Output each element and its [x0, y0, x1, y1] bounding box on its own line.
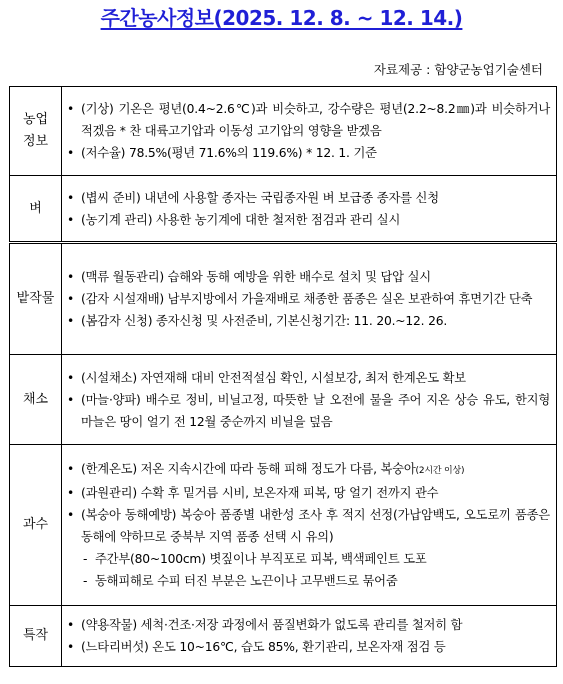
table-row — [10, 445, 557, 606]
list-item: • (한계온도) 저온 지속시간에 따라 동해 피해 정도가 다름, 복숭아(2시간 이상) — [67, 462, 465, 476]
category-cell — [10, 243, 62, 355]
item-text: (시설채소) 자연재해 대비 안전적설심 확인, 시설보강, 최저 한계온도 확보 — [81, 370, 466, 385]
item-text: (저수율) 78.5%(평년 71.6%의 119.6%) * 12. 1. 기준 — [81, 146, 377, 160]
content-cell — [62, 355, 557, 445]
list-item: • (마늘·양파) 배수로 정비, 비닐고정, 따뜻한 날 오전에 물을 주어 지온 상승 유도, 한지형 마늘은 땅이 얼기 전 12월 중순까지 비닐을 덮음 — [67, 392, 550, 429]
content-cell — [62, 243, 557, 355]
category-cell — [10, 87, 62, 176]
category-label: 채소 — [22, 391, 49, 407]
table-row — [10, 176, 557, 243]
category-cell — [10, 355, 62, 445]
content-cell — [62, 606, 557, 667]
table-row — [10, 87, 557, 176]
table-row — [10, 606, 557, 667]
category-label: 벼 — [29, 200, 42, 216]
item-text: (과원관리) 수확 후 밑거름 시비, 보온자재 피복, 땅 얼기 전까지 관수 — [81, 486, 439, 500]
list-item: • (봄감자 신청) 종자신청 및 사전준비, 기본신청기간: 11. 20.~12. 26. — [67, 314, 448, 328]
category-cell — [10, 445, 62, 606]
item-text: (느타리버섯) 온도 10~16℃, 습도 85%, 환기관리, 보온자재 점검 등 — [81, 640, 446, 654]
item-text: (맥류 월동관리) 습해와 동해 예방을 위한 배수로 설치 및 답압 실시 — [81, 270, 431, 284]
item-text: (약용작물) 세척·건조·저장 과정에서 품질변화가 없도록 관리를 철저히 함 — [81, 618, 463, 632]
list-item: • (느타리버섯) 온도 10~16℃, 습도 85%, 환기관리, 보온자재 점검 등 — [67, 640, 446, 654]
category-label: 과수 — [22, 517, 49, 532]
farm-info-table — [9, 86, 557, 667]
item-text: (볍씨 준비) 내년에 사용할 종자는 국립종자원 벼 보급종 종자를 신청 — [81, 190, 439, 205]
item-text: (봄감자 신청) 종자신청 및 사전준비, 기본신청기간: 11. 20.~12. 26. — [81, 314, 448, 328]
item-text: (마늘·양파) 배수로 정비, 비닐고정, 따뜻한 날 오전에 물을 주어 지온 상승 유도, 한지형 마늘은 땅이 얼기 전 12월 중순까지 비닐을 덮음 — [81, 392, 550, 429]
category-label: 특작 — [22, 628, 49, 643]
content-cell — [62, 87, 557, 176]
item-text: (감자 시설재배) 남부지방에서 가을재배로 채종한 품종은 실온 보관하여 휴면기간 단축 — [81, 292, 533, 306]
table-row — [10, 243, 557, 355]
list-item: • (저수율) 78.5%(평년 71.6%의 119.6%) * 12. 1. 기준 — [67, 146, 377, 160]
category-cell — [10, 606, 62, 667]
item-text: (복숭아 동해예방) 복숭아 품종별 내한성 조사 후 적지 선정(가납암백도, 오도로끼 품종은 동해에 약하므로 중북부 지역 품종 선택 시 유의) — [81, 508, 550, 544]
list-item: • (복숭아 동해예방) 복숭아 품종별 내한성 조사 후 적지 선정(가납암백도, 오도로끼 품종은 동해에 약하므로 중북부 지역 품종 선택 시 유의) — [67, 508, 550, 544]
sub-list-item: - 주간부(80~100cm) 볏짚이나 부직포로 피복, 백색페인트 도포 — [83, 552, 427, 566]
content-cell — [62, 445, 557, 606]
content-cell — [62, 176, 557, 243]
category-cell — [10, 176, 62, 243]
sub-item-text: 주간부(80~100cm) 볏짚이나 부직포로 피복, 백색페인트 도포 — [95, 552, 427, 566]
list-item: • (맥류 월동관리) 습해와 동해 예방을 위한 배수로 설치 및 답압 실시 — [67, 270, 431, 284]
item-text: (한계온도) 저온 지속시간에 따라 동해 피해 정도가 다름, 복숭아 — [81, 462, 416, 476]
list-item: • (감자 시설재배) 남부지방에서 가을재배로 채종한 품종은 실온 보관하여 휴면기간 단축 — [67, 292, 533, 306]
list-item: • (볍씨 준비) 내년에 사용할 종자는 국립종자원 벼 보급종 종자를 신청 — [67, 190, 439, 205]
item-note: (2시간 이상) — [415, 466, 465, 476]
list-item: • (시설채소) 자연재해 대비 안전적설심 확인, 시설보강, 최저 한계온도 확보 — [67, 370, 466, 385]
item-text: (농기계 관리) 사용한 농기계에 대한 철저한 점검과 관리 실시 — [81, 212, 401, 227]
sub-list-item: - 동해피해로 수피 터진 부분은 노끈이나 고무밴드로 묶어줌 — [83, 574, 398, 588]
category-label: 밭작물 — [16, 291, 55, 306]
data-source: 자료제공 : 함양군농업기술센터 — [373, 62, 543, 77]
list-item: • (약용작물) 세척·건조·저장 과정에서 품질변화가 없도록 관리를 철저히 함 — [67, 618, 463, 632]
category-label: 농업 정보 — [22, 112, 49, 149]
sub-item-text: 동해피해로 수피 터진 부분은 노끈이나 고무밴드로 묶어줌 — [95, 574, 398, 588]
list-item: • (기상) 기온은 평년(0.4~2.6℃)과 비슷하고, 강수량은 평년(2.2~8.2㎜)과 비슷하거나 적겠음 * 찬 대륙고기압과 이동성 고기압의 영향을 받겠음 — [67, 102, 550, 138]
list-item: • (과원관리) 수확 후 밑거름 시비, 보온자재 피복, 땅 얼기 전까지 관수 — [67, 486, 439, 500]
table-row — [10, 355, 557, 445]
page-title: 주간농사정보(2025. 12. 8. ~ 12. 14.) — [100, 6, 463, 30]
item-text: (기상) 기온은 평년(0.4~2.6℃)과 비슷하고, 강수량은 평년(2.2~8.2㎜)과 비슷하거나 적겠음 * 찬 대륙고기압과 이동성 고기압의 영향을 받겠음 — [81, 102, 550, 138]
list-item: • (농기계 관리) 사용한 농기계에 대한 철저한 점검과 관리 실시 — [67, 212, 401, 227]
